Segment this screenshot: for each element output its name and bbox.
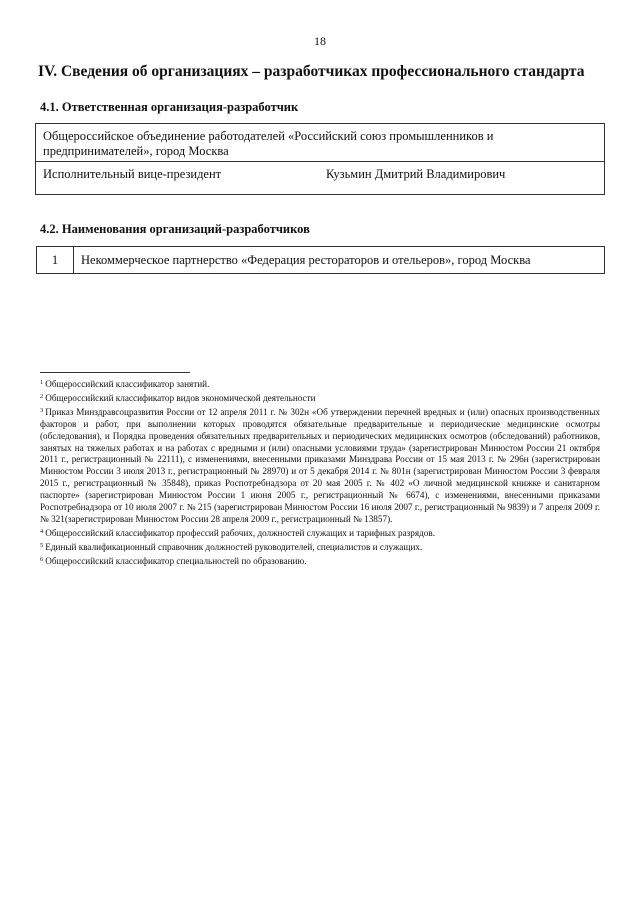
footnote-text: Общероссийский классификатор специальностей по образованию. — [45, 555, 307, 566]
responsible-organization-table — [35, 123, 605, 195]
footnote-mark: 5 — [40, 541, 44, 549]
footnote — [40, 540, 600, 554]
footnote-mark: 6 — [40, 555, 44, 563]
responsible-organization-name: Общероссийское объединение работодателей «Российский союз промышленников и предпринимателей», город Москва — [43, 129, 494, 158]
footnote — [40, 391, 600, 405]
developers-heading: 4.2. Наименования организаций-разработчиков — [40, 222, 310, 236]
footnote-text: Общероссийский классификатор профессий рабочих, должностей служащих и тарифных разрядов. — [45, 527, 436, 538]
footnote-mark: 4 — [40, 527, 44, 535]
footnote-text: Единый квалификационный справочник должностей руководителей, специалистов и служащих. — [45, 541, 423, 552]
footnotes — [40, 377, 600, 568]
footnote — [40, 405, 600, 526]
developer-row-name: Некоммерческое партнерство «Федерация рестораторов и отельеров», город Москва — [81, 253, 531, 267]
footnote — [40, 526, 600, 540]
developers-table — [36, 246, 605, 274]
footnote-text: Общероссийский классификатор видов экономической деятельности — [45, 392, 316, 403]
footnote-separator — [40, 372, 190, 373]
developer-row-number: 1 — [37, 247, 74, 273]
footnote — [40, 377, 600, 391]
footnote-text: Общероссийский классификатор занятий. — [45, 379, 210, 389]
footnote-text: Приказ Минздравсоцразвития России от 12 апреля 2011 г. № 302н «Об утверждении перечней вредных и (или) опасных производственных факторов и работ, при выполнении которых проводятся обязательные предварительные и периодические медицинские осмотры (обследования), и Порядка проведения обязательных предварительных и периодических медицинских осмотров (обследований) работников, занятых на тяжелых работах и на работах с вредными и (или) опасными условиями труда» (зарегистрирован Минюстом России 21 октября 2011 г., регистрационный № 22111), с изменениями, внесенными приказами Минздрава России от 15 мая 2013 г. № 296н (зарегистрирован Минюстом России 3 июля 2013 г., регистрационный № 28970) и от 5 декабря 2014 г. № 801н (зарегистрирован Минюстом России 3 февраля 2015 г., регистрационный № 35848), приказ Роспотребнадзора от 20 мая 2005 г. № 402 «О личной медицинской книжке и санитарном паспорте» (зарегистрирован Минюстом России 1 июня 2005 г., регистрационный № 6674), с изменениями, внесенными приказами Роспотребнадзора от 10 июля 2007 г. № 215 (зарегистрирован Минюстом России 16 июля 2007 г., регистрационный № 9839) и 7 апреля 2009 г. № 321(зарегистрирован Минюстом России 28 апреля 2009 г., регистрационный № 13857). — [40, 406, 600, 524]
table-row-divider — [36, 161, 604, 162]
footnote — [40, 554, 600, 568]
footnote-mark: 1 — [40, 379, 44, 386]
responsible-position: Исполнительный вице-президент — [43, 167, 222, 181]
page-number: 18 — [314, 34, 326, 48]
responsible-person: Кузьмин Дмитрий Владимирович — [326, 167, 506, 181]
footnote-mark: 3 — [40, 406, 44, 414]
responsible-heading: 4.1. Ответственная организация-разработчик — [40, 100, 299, 114]
section-title: IV. Сведения об организациях – разработчиках профессионального стандарта — [38, 63, 585, 80]
footnote-mark: 2 — [40, 392, 44, 400]
